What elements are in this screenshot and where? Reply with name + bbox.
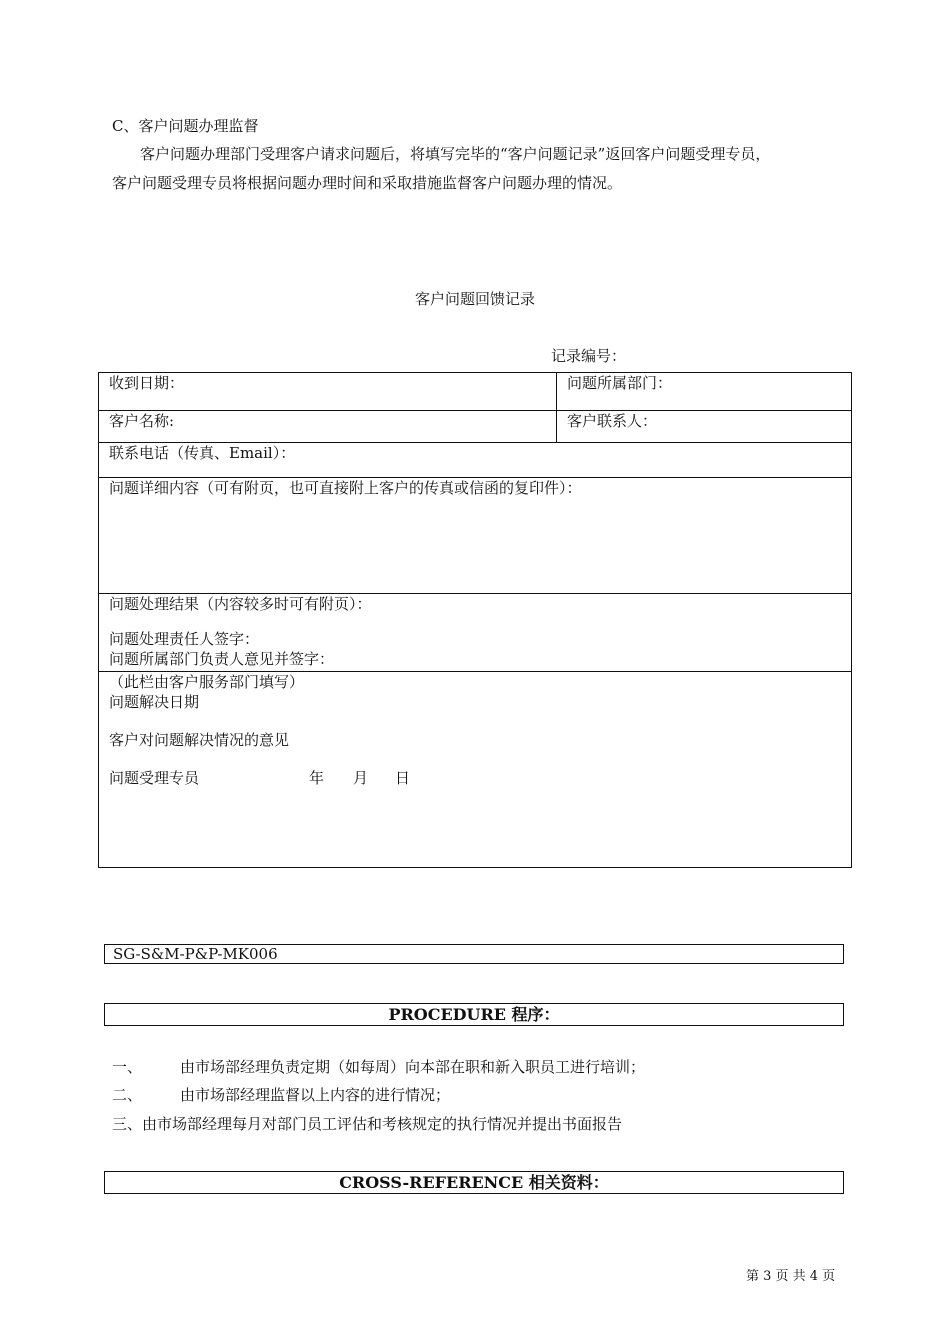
year-label: 年 xyxy=(309,769,325,787)
cross-reference-heading: CROSS-REFERENCE 相关资料： xyxy=(104,1171,844,1194)
customer-contact-label: 客户联系人： xyxy=(567,412,658,430)
customer-name-cell[interactable] xyxy=(99,411,557,443)
cs-dept-cell[interactable] xyxy=(99,672,852,868)
detail-label: 问题详细内容（可有附页，也可直接附上客户的传真或信函的复印件）： xyxy=(109,479,582,497)
specialist-label: 问题受理专员 xyxy=(109,769,200,787)
section-c-title: C、客户问题办理监督 xyxy=(112,117,259,135)
month-label: 月 xyxy=(353,769,369,787)
procedure-step-2: 二、 由市场部经理监督以上内容的进行情况； xyxy=(112,1086,451,1104)
specialist-sign-line xyxy=(109,768,851,788)
detail-cell[interactable] xyxy=(99,478,852,594)
department-label: 问题所属部门： xyxy=(567,374,673,392)
handler-sign-label: 问题处理责任人签字： xyxy=(109,630,260,648)
customer-name-label: 客户名称: xyxy=(109,412,175,430)
customer-contact-cell[interactable] xyxy=(557,411,852,443)
result-label: 问题处理结果（内容较多时可有附页）： xyxy=(109,595,372,613)
department-cell[interactable] xyxy=(557,373,852,411)
feedback-form-table xyxy=(98,372,852,868)
day-label: 日 xyxy=(395,769,411,787)
record-number-label: 记录编号： xyxy=(551,347,627,365)
intro-paragraph-line-2: 客户问题受理专员将根据问题办理时间和采取措施监督客户问题办理的情况。 xyxy=(112,174,623,192)
received-date-label: 收到日期： xyxy=(109,374,185,392)
procedure-step-3: 三、由市场部经理每月对部门员工评估和考核规定的执行情况并提出书面报告 xyxy=(112,1115,623,1133)
dept-head-label: 问题所属部门负责人意见并签字： xyxy=(109,650,335,668)
phone-cell[interactable] xyxy=(99,443,852,478)
page-number: 第 3 页 共 4 页 xyxy=(746,1269,836,1284)
procedure-heading: PROCEDURE 程序： xyxy=(104,1003,844,1026)
cs-note: （此栏由客户服务部门填写） xyxy=(109,673,305,691)
received-date-cell[interactable] xyxy=(99,373,557,411)
resolve-date-label: 问题解决日期 xyxy=(109,693,200,711)
result-cell[interactable] xyxy=(99,594,852,672)
phone-label: 联系电话（传真、Email）： xyxy=(109,444,296,462)
doc-code-box: SG-S&M-P&P-MK006 xyxy=(104,944,844,964)
procedure-step-1: 一、 由市场部经理负责定期（如每周）向本部在职和新入职员工进行培训； xyxy=(112,1058,646,1076)
form-title: 客户问题回馈记录 xyxy=(414,290,535,308)
customer-opinion-label: 客户对问题解决情况的意见 xyxy=(109,731,290,749)
intro-paragraph-line-1: 客户问题办理部门受理客户请求问题后，将填写完毕的“客户问题记录”返回客户问题受理专员， xyxy=(140,145,771,163)
